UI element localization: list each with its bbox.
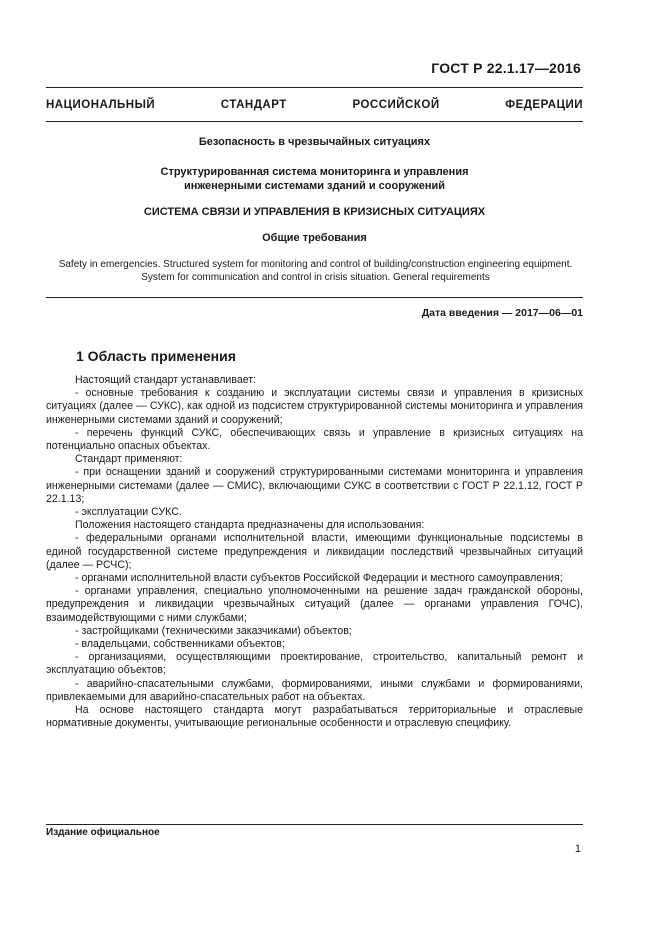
paragraph: - федеральными органами исполнительной власти, имеющими функциональные подсистемы в единой государственной системе предупреждения и ликвидации последствий чрезвычайных ситуаций (далее — РСЧС); [46, 532, 583, 571]
paragraph: - органами исполнительной власти субъектов Российской Федерации и местного самоуправления; [75, 572, 563, 585]
paragraph: Стандарт применяют: [75, 453, 183, 466]
subtitle-line-2: инженерными системами зданий и сооружений [183, 180, 445, 192]
english-title-line-1: Safety in emergencies. Structured system for monitoring and control of building/construction engineering equipment. [58, 259, 573, 270]
main-title: СИСТЕМА СВЯЗИ И УПРАВЛЕНИЯ В КРИЗИСНЫХ СИТУАЦИЯХ [143, 206, 486, 218]
document-code: ГОСТ Р 22.1.17—2016 [431, 60, 581, 76]
footer-rule [46, 824, 583, 825]
general-requirements-title: Общие требования [262, 232, 367, 244]
english-title-line-2: System for communication and control in crisis situation. General requirements [141, 272, 490, 283]
official-edition-label: Издание официальное [46, 827, 160, 838]
paragraph: - застройщиками (техническими заказчиками) объектов; [75, 624, 352, 637]
header-rule-bottom [46, 121, 583, 122]
page-number: 1 [574, 843, 581, 855]
paragraph: - организациями, осуществляющими проектирование, строительство, капитальный ремонт и эксплуатацию объектов; [46, 651, 583, 677]
header-rule-top [46, 87, 583, 88]
category-title: Безопасность в чрезвычайных ситуациях [198, 136, 431, 148]
paragraph: - органами управления, специально уполномоченными на решение задач гражданской обороны, предупреждения и ликвидации чрезвычайных ситуаций (далее — органами управления ГОЧС), взаимодействующими с ними службами; [46, 585, 583, 624]
subtitle-line-1: Структурированная система мониторинга и управления [160, 166, 469, 178]
national-standard-banner: НАЦИОНАЛЬНЫЙ СТАНДАРТ РОССИЙСКОЙ ФЕДЕРАЦИИ [46, 99, 583, 111]
introduction-date: Дата введения — 2017—06—01 [421, 307, 583, 319]
section-heading: 1 Область применения [76, 348, 236, 364]
paragraph: - основные требования к созданию и эксплуатации системы связи и управления в кризисных ситуациях (далее — СУКС), как одной из подсистем структурированной системы мониторинга и управления инженерными системами зданий и сооружений; [46, 387, 583, 426]
title-block-rule [46, 297, 583, 298]
paragraph: Положения настоящего стандарта предназначены для использования: [75, 519, 425, 532]
paragraph: - аварийно-спасательными службами, формированиями, иными службами и формированиями, привлекаемыми для аварийно-спасательных работ на объектах. [46, 677, 583, 703]
paragraph: На основе настоящего стандарта могут разрабатываться территориальные и отраслевые нормативные документы, учитывающие региональные особенности и отраслевую специфику. [46, 704, 583, 730]
subtitle [46, 165, 583, 193]
paragraph: Настоящий стандарт устанавливает: [75, 374, 257, 386]
paragraph: - при оснащении зданий и сооружений структурированными системами мониторинга и управления инженерными системами (далее — СМИС), включающими СУКС в соответствии с ГОСТ Р 22.1.12, ГОСТ Р 22.1.13; [46, 466, 583, 505]
paragraph: - эксплуатации СУКС. [75, 506, 182, 519]
paragraph: - перечень функций СУКС, обеспечивающих связь и управление в кризисных ситуациях на потенциально опасных объектах. [46, 426, 583, 453]
paragraph: - владельцами, собственниками объектов; [75, 638, 285, 651]
section-body [46, 374, 583, 730]
english-title [40, 258, 591, 284]
